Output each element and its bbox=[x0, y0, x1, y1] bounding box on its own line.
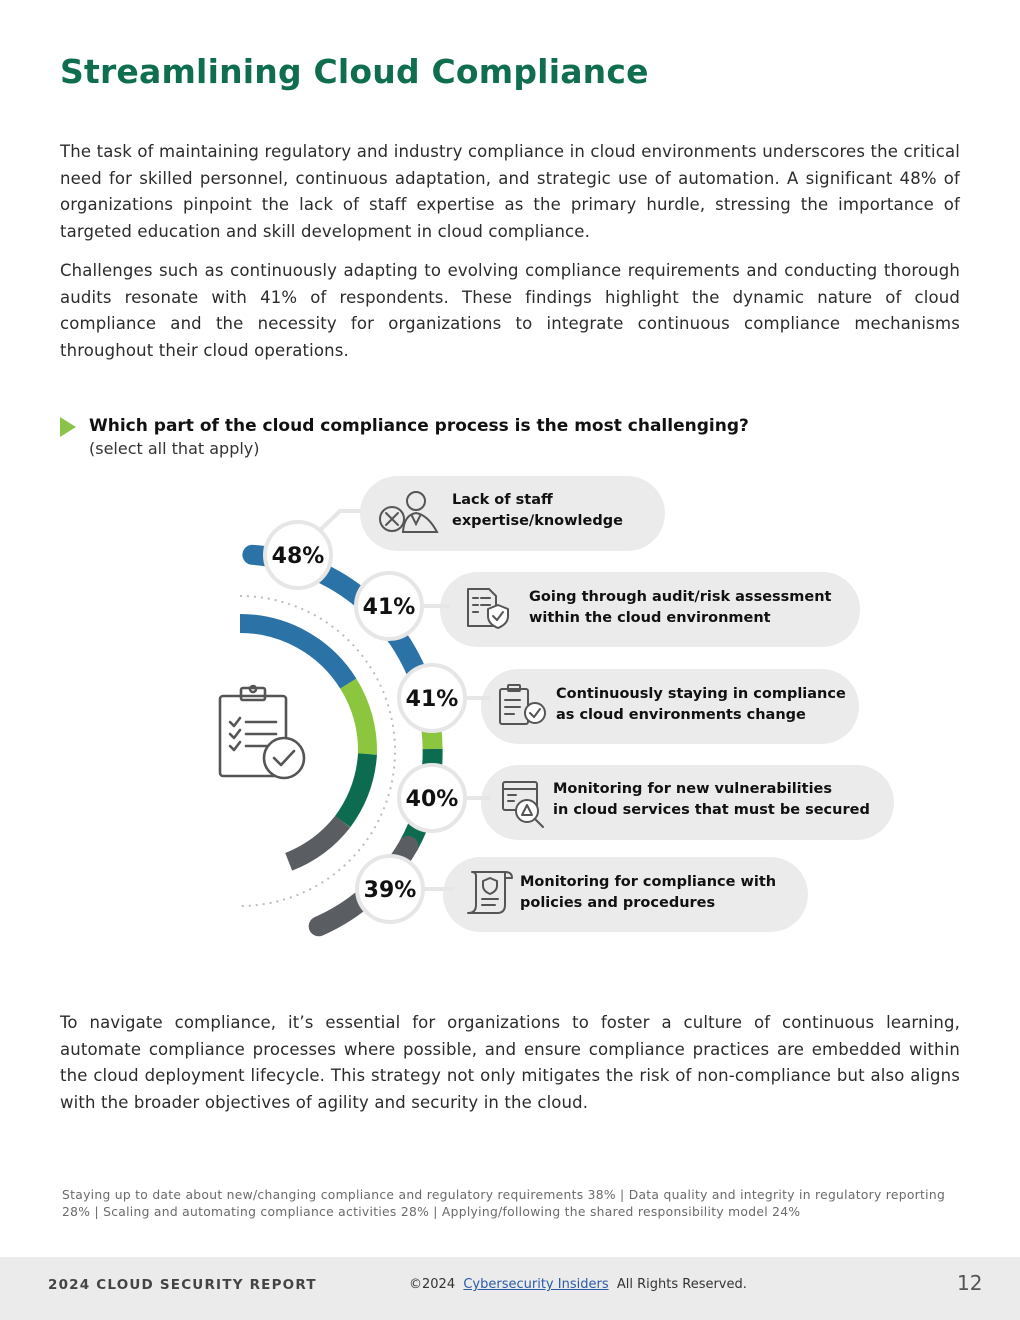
category-label-2: Going through audit/risk assessment within the cloud environment bbox=[529, 589, 832, 626]
center-clipboard-icon bbox=[220, 686, 304, 778]
inner-arc-segment-blue bbox=[240, 624, 348, 684]
other-responses-footnote: Staying up to date about new/changing compliance and regulatory requirements 38% | Data quality and integrity in regulatory reporting 28% | Scaling and automating compliance activities 28% | Applying/following the shared responsibility model 24% bbox=[62, 1188, 946, 1219]
closing-paragraph: To navigate compliance, it’s essential for organizations to foster a culture of continuous learning, automate compliance processes where possible, and ensure compliance practices are embedded within the cloud deployment lifecycle. This strategy not only mitigates the risk of non-compliance but also aligns with the broader objectives of agility and security in the cloud. bbox=[60, 1013, 960, 1113]
value-label-4: 40% bbox=[405, 787, 459, 812]
inner-arc-segment-darkgreen bbox=[343, 754, 368, 822]
value-label-5: 39% bbox=[363, 878, 417, 903]
findings-paragraph: Challenges such as continuously adapting to evolving compliance requirements and conducting thorough audits resonate with 41% of respondents. These findings highlight the dynamic nature of cloud compliance and the necessity for organizations to integrate continuous compliance mechanisms throughout their cloud operations. bbox=[60, 261, 960, 361]
category-label-4: Monitoring for new vulnerabilities in cloud services that must be secured bbox=[553, 781, 870, 818]
category-label-5: Monitoring for compliance with policies and procedures bbox=[520, 874, 777, 911]
value-label-3: 41% bbox=[405, 687, 459, 712]
survey-question: Which part of the cloud compliance process is the most challenging? bbox=[89, 416, 749, 436]
inner-arc-segment-gray bbox=[289, 822, 343, 862]
category-label-1: Lack of staff expertise/knowledge bbox=[452, 492, 623, 529]
category-label-3: Continuously staying in compliance as cloud environments change bbox=[556, 686, 846, 723]
report-name: 2024 CLOUD SECURITY REPORT bbox=[48, 1277, 317, 1293]
cybersecurity-insiders-link[interactable]: Cybersecurity Insiders bbox=[463, 1277, 609, 1292]
inner-arc-segment-green bbox=[348, 684, 367, 754]
footer bbox=[0, 1257, 1020, 1320]
intro-paragraph: The task of maintaining regulatory and industry compliance in cloud environments underscores the critical need for skilled personnel, continuous adaptation, and strategic use of automation. A significant 48% of organizations pinpoint the lack of staff expertise as the primary hurdle, stressing the importance of targeted education and skill development in cloud compliance. bbox=[60, 142, 960, 242]
value-label-1: 48% bbox=[271, 544, 325, 569]
copyright-rights: All Rights Reserved. bbox=[616, 1277, 747, 1292]
survey-question-note: (select all that apply) bbox=[89, 439, 260, 458]
page-number: 12 bbox=[957, 1271, 983, 1295]
value-label-2: 41% bbox=[362, 595, 416, 620]
copyright-year: ©2024 bbox=[409, 1277, 456, 1292]
page-title: Streamlining Cloud Compliance bbox=[60, 52, 649, 91]
connector-line-1 bbox=[318, 511, 362, 532]
copyright bbox=[409, 1277, 747, 1292]
